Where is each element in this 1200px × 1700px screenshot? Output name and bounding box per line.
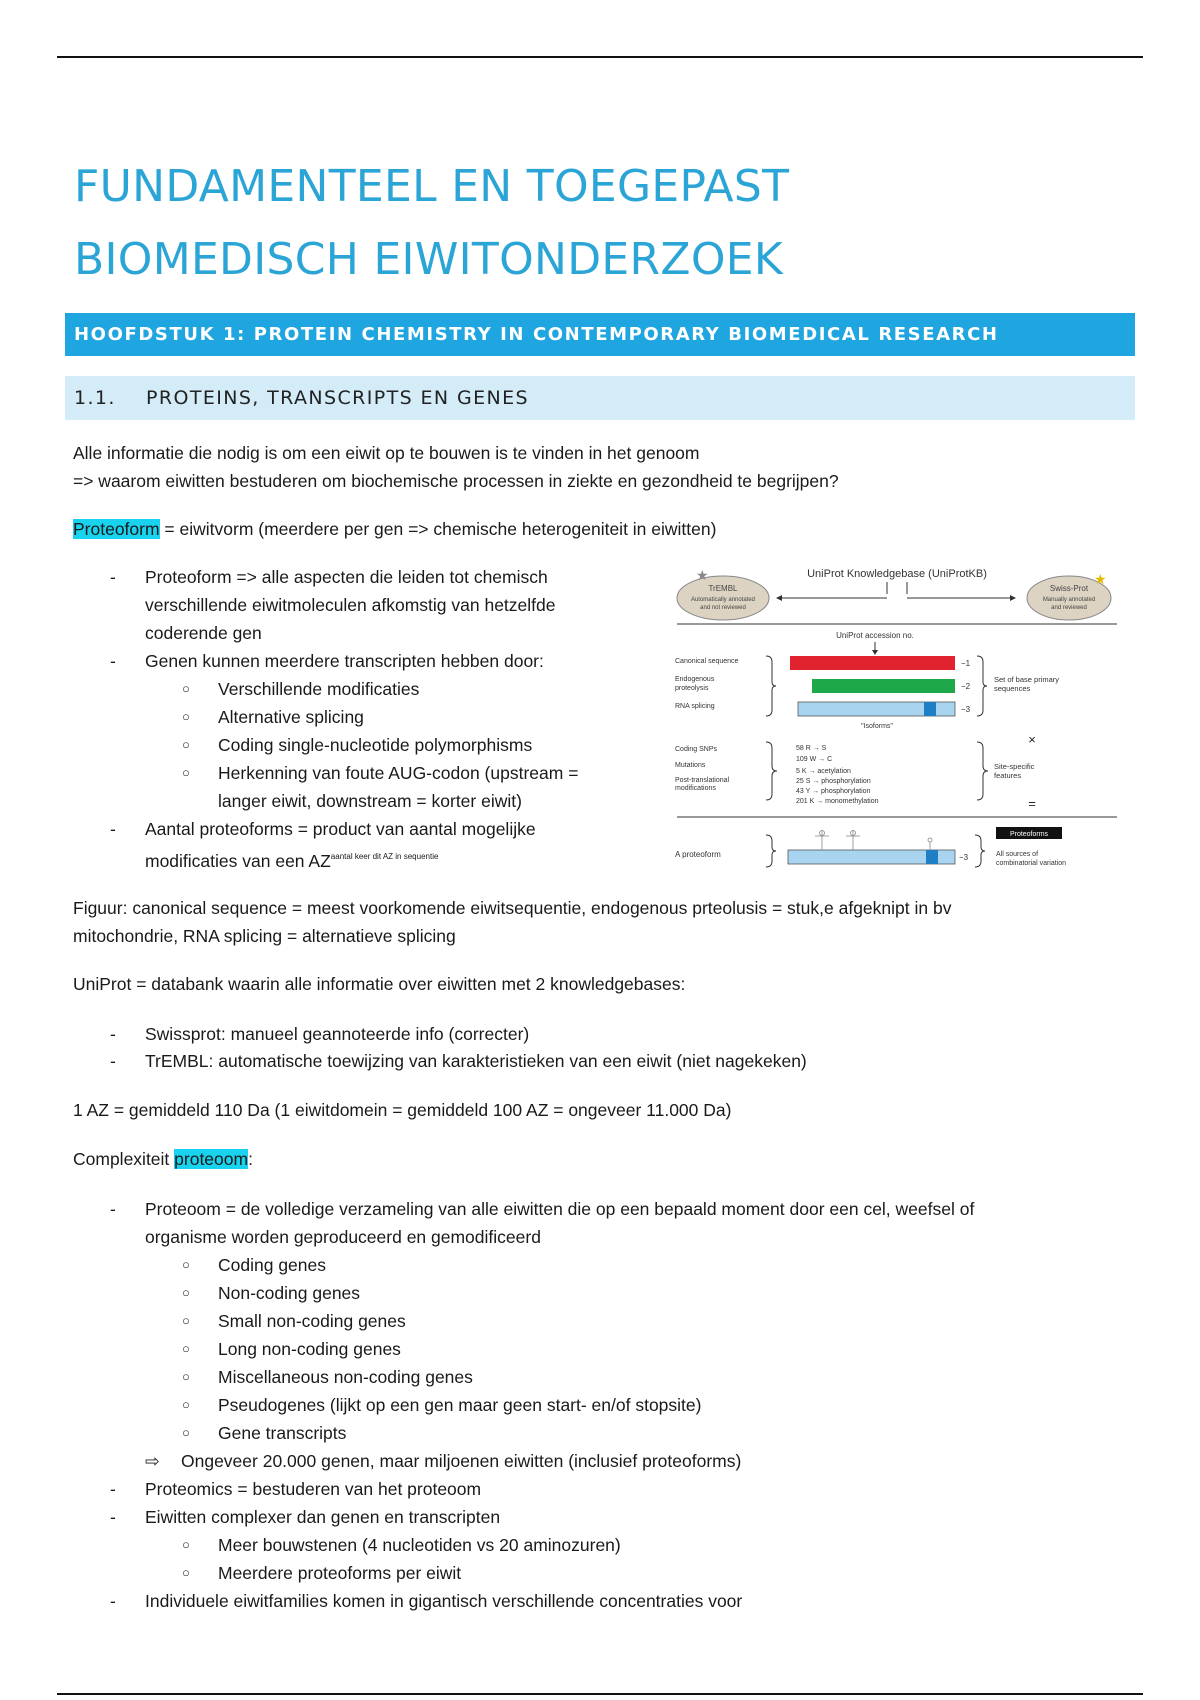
sub-bullet-circle: ○ <box>182 1425 190 1440</box>
proteome-def-l1: Proteoom = de volledige verzameling van alle eiwitten die op een bepaald moment door een cel, weefsel of <box>145 1199 975 1219</box>
bullet-dash: - <box>110 1507 116 1527</box>
bullet-dash: - <box>110 651 116 671</box>
sub-bullet-circle: ○ <box>182 709 190 724</box>
fig-label-ptm1: Post-translational <box>675 777 730 784</box>
fig-trembl-sub1: Automatically annotated <box>690 597 756 603</box>
star-icon: ★ <box>696 567 709 583</box>
uniprot-proteoform-figure <box>672 560 1122 880</box>
fig-trembl-sub2: and not reviewed <box>700 605 746 611</box>
section-number: 1.1. <box>74 387 116 409</box>
proteome-noncoding-genes: Non-coding genes <box>218 1283 361 1303</box>
protein-families-concentrations: Individuele eiwitfamilies komen in gigantisch verschillende concentraties voor <box>145 1591 743 1611</box>
fig-label-ptm2: modifications <box>675 785 716 792</box>
fig-site2: features <box>994 771 1022 780</box>
fig-bar2-label: −2 <box>961 682 971 691</box>
chapter-heading: HOOFDSTUK 1: PROTEIN CHEMISTRY IN CONTEMPORARY BIOMEDICAL RESEARCH <box>65 313 1135 356</box>
fig-trembl-name: TrEMBL <box>708 584 738 593</box>
sub-bullet-circle: ○ <box>182 1257 190 1272</box>
bullet-proteoform-l3: coderende gen <box>145 623 262 643</box>
fig-label-endo2: proteolysis <box>675 685 709 692</box>
top-rule <box>57 56 1143 58</box>
fig-swiss-sub1: Manually annotated <box>1042 597 1096 603</box>
sub-bullet-aug-l1: Herkenning van foute AUG-codon (upstream = <box>218 763 579 783</box>
canonical-bar <box>790 656 955 670</box>
fig-mod-6: 201 K → monomethylation <box>796 798 879 805</box>
intro-line-1: Alle informatie die nodig is om een eiwit op te bouwen is te vinden in het genoom <box>73 443 700 463</box>
title-line-1: FUNDAMENTEEL EN TOEGEPAST <box>74 161 790 212</box>
fig-equals: = <box>1028 796 1036 811</box>
proteome-pseudogenes: Pseudogenes (lijkt op een gen maar geen start- en/of stopsite) <box>218 1395 702 1415</box>
uniprot-trembl: TrEMBL: automatische toewijzing van karakteristieken van een eiwit (niet nagekeken) <box>145 1051 807 1071</box>
fig-label-endo1: Endogenous <box>675 676 715 683</box>
proteins-complexer: Eiwitten complexer dan genen en transcripten <box>145 1507 501 1527</box>
proteome-small-noncoding: Small non-coding genes <box>218 1311 406 1331</box>
sub-bullet-circle: ○ <box>182 681 190 696</box>
bullet-dash: - <box>110 1024 116 1044</box>
fig-site1: Site-specific <box>994 762 1035 771</box>
fig-set2: sequences <box>994 684 1031 693</box>
caption-line-2: mitochondrie, RNA splicing = alternatieve splicing <box>73 926 456 946</box>
proteome-coding-genes: Coding genes <box>218 1255 326 1275</box>
fig-times: × <box>1028 732 1036 747</box>
fig-mod-2: 109 W → C <box>796 756 833 763</box>
sub-bullet-circle: ○ <box>182 737 190 752</box>
building-blocks: Meer bouwstenen (4 nucleotiden vs 20 aminozuren) <box>218 1535 621 1555</box>
bullet-dash: - <box>110 1051 116 1071</box>
proteoom-term: proteoom <box>174 1149 249 1169</box>
sub-bullet-splicing: Alternative splicing <box>218 707 364 727</box>
title-line-2: BIOMEDISCH EIWITONDERZOEK <box>74 234 784 285</box>
az-mass-line: 1 AZ = gemiddeld 110 Da (1 eiwitdomein = gemiddeld 100 AZ = ongeveer 11.000 Da) <box>73 1100 732 1120</box>
section-title: PROTEINS, TRANSCRIPTS EN GENES <box>146 387 529 409</box>
fig-swiss-sub2: and reviewed <box>1051 605 1087 611</box>
complexity-heading <box>73 1145 253 1173</box>
uniprot-intro: UniProt = databank waarin alle informatie over eiwitten met 2 knowledgebases: <box>73 974 686 994</box>
fig-badge-text: Proteoforms <box>1009 831 1049 838</box>
section-heading <box>65 376 1135 420</box>
proteome-def-l2: organisme worden geproduceerd en gemodificeerd <box>145 1227 541 1247</box>
bullet-dash: - <box>110 567 116 587</box>
proteome-misc-noncoding: Miscellaneous non-coding genes <box>218 1367 473 1387</box>
sub-bullet-snp: Coding single-nucleotide polymorphisms <box>218 735 533 755</box>
sub-bullet-circle: ○ <box>182 1313 190 1328</box>
fig-label-proteoform: A proteoform <box>675 850 721 859</box>
document-title <box>74 150 789 296</box>
endoproteolysis-bar <box>812 679 955 693</box>
sub-bullet-circle: ○ <box>182 1285 190 1300</box>
fig-swiss-name: Swiss-Prot <box>1049 584 1089 593</box>
bottom-rule <box>57 1693 1143 1695</box>
bullet-dash: - <box>110 1479 116 1499</box>
sub-bullet-modificaties: Verschillende modificaties <box>218 679 420 699</box>
fig-label-snps: Coding SNPs <box>675 746 718 753</box>
sub-bullet-circle: ○ <box>182 1537 190 1552</box>
proteome-arrow-line: Ongeveer 20.000 genen, maar miljoenen eiwitten (inclusief proteoforms) <box>181 1451 742 1471</box>
fig-mod-3: 5 K → acetylation <box>796 768 851 775</box>
fig-label-rna: RNA splicing <box>675 703 715 710</box>
fig-accession: UniProt accession no. <box>836 631 914 640</box>
caption-line-1: Figuur: canonical sequence = meest voorkomende eiwitsequentie, endogenous prteolusis = stuk,e afgeknipt in bv <box>73 898 952 918</box>
sub-bullet-aug-l2: langer eiwit, downstream = korter eiwit) <box>218 791 522 811</box>
complexity-pre: Complexiteit <box>73 1149 175 1169</box>
fig-top-title: UniProt Knowledgebase (UniProtKB) <box>807 568 987 580</box>
ptm-markers <box>815 830 932 850</box>
bullet-count-l1: Aantal proteoforms = product van aantal mogelijke <box>145 819 536 839</box>
proteomics-def: Proteomics = bestuderen van het proteoom <box>145 1479 482 1499</box>
fig-allsrc1: All sources of <box>996 851 1039 858</box>
proteome-long-noncoding: Long non-coding genes <box>218 1339 401 1359</box>
star-icon: ★ <box>1094 571 1107 587</box>
fig-mod-4: 25 S → phosphorylation <box>796 778 871 785</box>
bullet-proteoform-l1: Proteoform => alle aspecten die leiden tot chemisch <box>145 567 548 587</box>
fig-bar1-label: −1 <box>961 659 971 668</box>
sub-bullet-circle: ○ <box>182 1369 190 1384</box>
intro-line-2: => waarom eiwitten bestuderen om biochemische processen in ziekte en gezondheid te begrijpen? <box>73 471 839 491</box>
proteoform-segment <box>926 850 938 864</box>
bullet-proteoform-l2: verschillende eiwitmoleculen afkomstig van hetzelfde <box>145 595 556 615</box>
proteoform-definition <box>73 515 716 543</box>
uniprot-swissprot: Swissprot: manueel geannoteerde info (correcter) <box>145 1024 530 1044</box>
fig-label-canonical: Canonical sequence <box>675 658 739 665</box>
bullet-dash: - <box>110 1591 116 1611</box>
bullet-transcripts: Genen kunnen meerdere transcripten hebben door: <box>145 651 544 671</box>
bullet-count-l2 <box>145 843 438 875</box>
sub-bullet-circle: ○ <box>182 1341 190 1356</box>
proteoforms-per-protein: Meerdere proteoforms per eiwit <box>218 1563 462 1583</box>
fig-label-mut: Mutations <box>675 762 706 769</box>
fig-isoforms: "Isoforms" <box>861 723 893 730</box>
fig-mod-5: 43 Y → phosphorylation <box>796 788 871 795</box>
fig-allsrc2: combinatorial variation <box>996 860 1067 867</box>
proteome-gene-transcripts: Gene transcripts <box>218 1423 347 1443</box>
fig-mod-1: 58 R → S <box>796 745 827 752</box>
bullet-count-l2-text: modificaties van een AZ <box>145 851 331 871</box>
complexity-post: : <box>248 1149 253 1169</box>
proteoform-definition-text: = eiwitvorm (meerdere per gen => chemische heterogeniteit in eiwitten) <box>159 519 717 539</box>
sub-bullet-circle: ○ <box>182 765 190 780</box>
proteoform-term: Proteoform <box>73 519 160 539</box>
fig-bottom-bar-label: −3 <box>959 853 969 862</box>
sub-bullet-circle: ○ <box>182 1397 190 1412</box>
arrow-icon: ⇨ <box>145 1451 160 1471</box>
bullet-count-superscript: aantal keer dit AZ in sequentie <box>330 852 439 861</box>
sub-bullet-circle: ○ <box>182 1565 190 1580</box>
fig-set1: Set of base primary <box>994 675 1060 684</box>
bullet-dash: - <box>110 819 116 839</box>
splice-segment <box>924 702 936 716</box>
bullet-dash: - <box>110 1199 116 1219</box>
fig-bar3-label: −3 <box>961 705 971 714</box>
